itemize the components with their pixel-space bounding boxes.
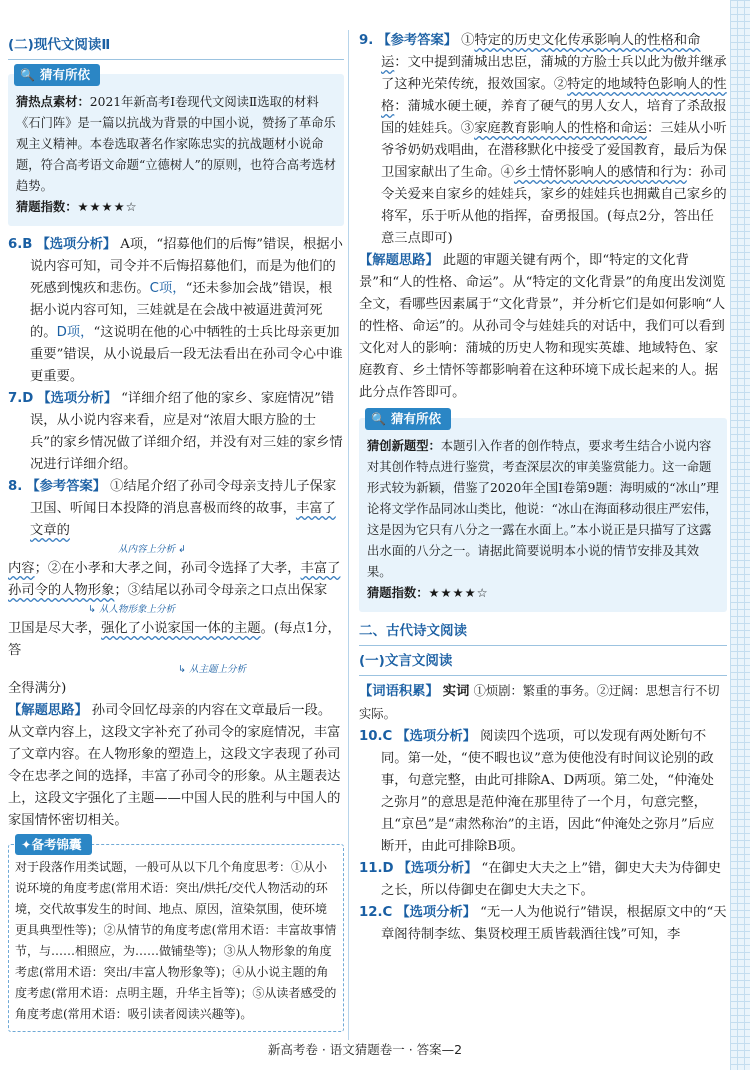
magnifier-icon: 🔍 (20, 68, 35, 82)
answer-number: 10.C (359, 729, 393, 744)
answer-text: “无一人为他说行”错误，根据原文中的“天章阁待制李纮、集贤校理王质皆载酒往饯”可知，李 (381, 905, 727, 942)
answer-7 (8, 388, 344, 476)
option-analysis-tag: 【选项分析】 (36, 237, 117, 252)
hot-material-text: 2021年新高考Ⅰ卷现代文阅读Ⅱ选取的材料《石门阵》是一篇以抗战为背景的中国小说，赞扬了革命乐观主义精神。本卷选取著名作家陈忠实的抗战题材小说命题，符合高考语文命题“立德树人”的原则，也符合高考选材趋势。 (16, 95, 336, 193)
section-rule (359, 675, 727, 676)
innovation-text: 本题引入作者的创作特点，要求考生结合小说内容对其创作特点进行鉴赏，考查深层次的审美鉴赏能力。这一命题形式较为新颖，借鉴了2020年全国Ⅰ卷第9题：海明威的“冰山”理论将文学作品同冰山类比，他说：“冰山在海面移动很庄严宏伟，这是因为它只有八分之一露在水面上。”本小说正是只描写了这露出水面的八分之一。请据此简要说明本小说的情节安排及其效果。 (367, 439, 719, 579)
guess-basis-body (367, 428, 719, 604)
index-label: 猜题指数： (16, 200, 78, 214)
answer-number: 7.D (8, 391, 34, 406)
answer-text: ；②在小孝和大孝之间，孙司令选择了大孝， (34, 561, 301, 576)
guess-basis-body (16, 84, 336, 218)
answer-12 (359, 902, 727, 946)
answer-number: 8. (8, 479, 23, 494)
option-analysis-tag: 【选项分析】 (396, 729, 477, 744)
answer-text: ；③结尾以孙司令母亲之口点出保家 (114, 583, 328, 598)
solution-idea-text: 孙司令回忆母亲的内容在文章最后一段。从文章内容上，这段文字补充了孙司令的家庭情况，丰富了文章内容。在人物形象的塑造上，这段文字表现了孙司令在忠孝之间的选择，丰富了孙司令的形象。从主题表达上，这段文字强化了主题——中国人民的胜利与中国人的家国情怀密切相关。 (8, 703, 341, 828)
key-point-underline: 强化了小说家国一体的主题 (101, 621, 261, 636)
section-title-modern-reading-2: (二)现代文阅读Ⅱ (8, 37, 111, 53)
section-title-ancient-poetry: 二、古代诗文阅读 (359, 623, 467, 639)
answer-9: 9. 【参考答案】 ①特定的历史文化传承影响人的性格和命运：文中提到蒲城出忠臣，蒲城的方脸士兵以此为傲并继承了这种光荣传统，报效国家。②特定的地域特色影响人的性格：蒲城水硬土硬，养育了硬气的男人女人，培育了杀敌报国的娃娃兵。③家庭教育影响人的性格和命运：三娃从小听爷爷奶奶戏唱曲，在潜移默化中接受了爱国教育，最后为保卫国家献出了生命。④乡土情怀影响人的感情和行为：孙司令关爱来自家乡的娃娃兵，家乡的娃娃兵也拥戴自己家乡的将军，乐于听从他的指挥，奋勇报国。(每点2分，答出任意三点即可) 【解题思路】 此题的审题关键有两个，即“特定的文化背景”和“人的性格、命运”。从“特定的文化背景”的角度出发浏览全文，看哪些因素属于“文化背景”，并分析它们是如何影响“人的性格、命运”的。从孙司令与娃娃兵的对话中，我们可以看到文化对人的影响：蒲城的历史人物和现实英雄、地域特色、家庭教育、乡土情怀等都影响着在这种环境下成长起来的人。据此分点作答即可。 (359, 33, 727, 400)
guess-basis-header: 🔍 猜有所依 (14, 64, 100, 86)
annotation-content: 从内容上分析 ↲ (118, 544, 186, 555)
option-label: C项， (149, 281, 186, 296)
answer-text: 。(每点1分，答 (8, 621, 341, 658)
answer-text: “这说明在他的心中牺牲的士兵比母亲更加重要”错误，从小说最后一段无法看出在孙司令心中谁更重要。 (30, 325, 343, 384)
answer-text: “在御史大夫之上”错，御史大夫为侍御史之长，所以侍御史在御史大夫之下。 (381, 861, 722, 898)
solution-idea-text: 此题的审题关键有两个，即“特定的文化背景”和“人的性格、命运”。从“特定的文化背景”的角度出发浏览全文，看哪些因素属于“文化背景”，并分析它们是如何影响“人的性格、命运”的。从孙司令与娃娃兵的对话中，我们可以看到文化对人的影响：蒲城的历史人物和现实英雄、地域特色、家庭教育、乡土情怀等都影响着在这种环境下成长起来的人。据此分点作答即可。 (359, 253, 726, 400)
answer-text: “还未参加会战”错误，根据小说内容可知，三娃就是在会战中被逼进黄河死的。 (30, 281, 333, 340)
section-rule (359, 645, 727, 646)
hot-material-label: 猜热点素材： (16, 95, 90, 109)
section-rule (8, 59, 344, 60)
reference-answer-tag: 【参考答案】 (26, 479, 107, 494)
answer-6 (8, 234, 344, 388)
answer-text: 阅读四个选项，可以发现有两处断句不同。第一处，“使不暇也议”意为使他没有时间议论别的政事，句意完整，由此可排除A、D两项。第二处，“仲淹处之弥月”的意思是范仲淹在那里待了一个月，句意完整，且“京邑”是“肃然称治”的主语，因此“仲淹处之弥月”后应断开，由此可排除B项。 (381, 729, 715, 854)
answer-number: 11.D (359, 861, 394, 876)
answer-10 (359, 726, 727, 858)
answer-text: A项，“招募他们的后悔”错误，根据小说内容可知，司令并不后悔招募他们，而是为他们的死感到愧疚和悲伤。 (30, 237, 343, 296)
vocabulary-note: 【词语积累】 实词 ①烦剧：繁重的事务。②迂阔：思想言行不切实际。 (359, 684, 720, 721)
key-point-underline: 丰富了 (300, 561, 341, 576)
vocabulary-tag: 【词语积累】 (359, 684, 439, 699)
key-point-underline: 特定的地域特色影响人的性格 (381, 77, 727, 114)
answer-text: 全得满分) (8, 681, 67, 696)
guess-basis-header: 🔍 猜有所依 (365, 408, 451, 430)
column-divider (348, 30, 349, 1040)
key-point-underline: 内容 (8, 561, 35, 576)
index-label: 猜题指数： (367, 586, 429, 600)
key-point-underline: 丰富了文章的 (30, 501, 336, 538)
answer-text: “详细介绍了他的家乡、家庭情况”错误，从小说内容来看，应是对“浓眉大眼方脸的士兵”的家乡情况做了详细介绍，并没有对三娃的家乡情况进行详细介绍。 (30, 391, 343, 472)
exam-tips-header: ✦备考锦囊 (15, 834, 92, 855)
option-analysis-tag: 【选项分析】 (396, 905, 477, 920)
right-column (359, 30, 727, 946)
decorative-grid (730, 0, 750, 1070)
key-point-underline: 家庭教育影响人的性格和命运 (474, 121, 647, 136)
exam-tips-text: 对于段落作用类试题，一般可从以下几个角度思考：①从小说环境的角度考虑(常用术语：突出/烘托/交代人物活动的环境，交代故事发生的时间、地点、原因，渲染氛围，使环境更具典型性等)；②从情节的角度考虑(常用术语：丰富故事情节，与……相照应，为……做铺垫等)；③从人物形象的角度考虑(常用术语：突出/丰富人物形象等)；④从小说主题的角度考虑(常用术语：点明主题，升华主旨等)；⑤从读者感受的角度考虑(常用术语：吸引读者阅读兴趣等)。 (15, 860, 337, 1021)
answer-8 (8, 476, 344, 832)
annotation-character: ↳ 从人物形象上分析 (88, 604, 175, 615)
rating-stars: ★★★★☆ (428, 586, 489, 600)
answer-text: ①结尾介绍了孙司令母亲支持儿子保家卫国、听闻日本投降的消息喜极而终的故事， (30, 479, 337, 516)
page-footer: 新高考卷 · 语文猜题卷一 · 答案—2 (267, 1042, 463, 1057)
answer-number: 12.C (359, 905, 393, 920)
option-analysis-tag: 【选项分析】 (37, 391, 118, 406)
answer-number: 9. (359, 33, 374, 48)
answer-number: 6.B (8, 237, 33, 252)
key-point-underline: 孙司令的人物形象 (8, 583, 115, 598)
exam-tips-box (8, 837, 344, 1032)
sparkle-icon: ✦ (21, 837, 32, 852)
guess-basis-box (8, 67, 344, 226)
guess-basis-box-2 (359, 411, 727, 612)
key-point-underline: 特定的历史文化传承影响人的性格和命运 (381, 33, 701, 70)
answer-text: 卫国是尽大孝， (8, 621, 102, 636)
option-label: D项， (56, 325, 94, 340)
answer-11 (359, 858, 727, 902)
option-analysis-tag: 【选项分析】 (397, 861, 478, 876)
annotation-theme: ↳ 从主题上分析 (178, 664, 246, 675)
section-title-classical-chinese: (一)文言文阅读 (359, 653, 453, 669)
rating-stars: ★★★★☆ (77, 200, 138, 214)
magnifier-icon: 🔍 (371, 412, 386, 426)
reference-answer-tag: 【参考答案】 (377, 33, 458, 48)
left-column (8, 30, 344, 1036)
innovation-label: 猜创新题型： (367, 439, 441, 453)
key-point-underline: 乡土情怀影响人的感情和行为 (513, 165, 687, 180)
solution-idea-tag: 【解题思路】 (8, 703, 88, 718)
solution-idea-tag: 【解题思路】 (359, 253, 439, 268)
